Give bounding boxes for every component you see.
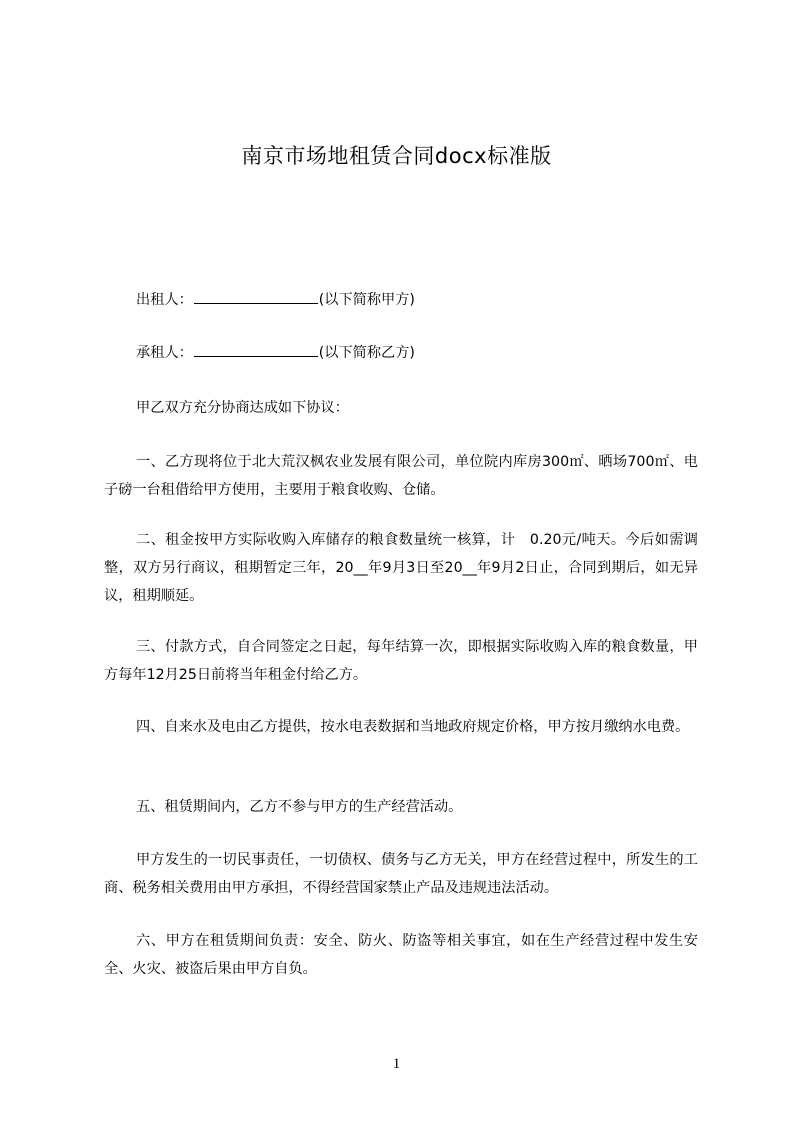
lessee-label: 承租人： — [136, 345, 193, 361]
document-title: 南京市场地租赁合同docx标准版 — [241, 144, 552, 168]
lessee-blank — [194, 342, 318, 357]
lessee-line — [104, 339, 698, 367]
clause-5-detail: 甲方发生的一切民事责任，一切债权、债务与乙方无关，甲方在经营过程中，所发生的工商、税务相关费用由甲方承担，不得经营国家禁止产品及违规违法活动。 — [104, 852, 698, 896]
clause-1: 一、乙方现将位于北大荒汉枫农业发展有限公司，单位院内库房300㎡、晒场700㎡、电子磅一台租借给甲方使用，主要用于粮食收购、仓储。 — [104, 454, 698, 498]
lessor-label: 出租人： — [136, 292, 193, 308]
clause-3: 三、付款方式，自合同签定之日起，每年结算一次，即根据实际收购入库的粮食数量，甲方每年12月25日前将当年租金付给乙方。 — [104, 639, 698, 683]
agreement-intro: 甲乙双方充分协商达成如下协议： — [136, 400, 349, 416]
lessor-blank — [194, 289, 318, 304]
page-number: 1 — [392, 1056, 401, 1072]
clause-4: 四、自来水及电由乙方提供，按水电表数据和当地政府规定价格，甲方按月缴纳水电费。 — [136, 719, 690, 735]
clause-6: 六、甲方在租赁期间负责：安全、防火、防盗等相关事宜，如在生产经营过程中发生安全、火灾、被盗后果由甲方自负。 — [104, 933, 698, 977]
clause-5: 五、租赁期间内，乙方不参与甲方的生产经营活动。 — [136, 799, 463, 815]
lessor-suffix: (以下简称甲方) — [318, 292, 415, 308]
lessee-suffix: (以下简称乙方) — [318, 345, 415, 361]
clause-2: 二、租金按甲方实际收购入库储存的粮食数量统一核算，计 0.20元/吨天。今后如需调整，双方另行商议，租期暂定三年，20__年9月3日至20__年9月2日止，合同到期后，如无异议，租期顺延。 — [104, 532, 698, 604]
lessor-line — [104, 286, 698, 314]
